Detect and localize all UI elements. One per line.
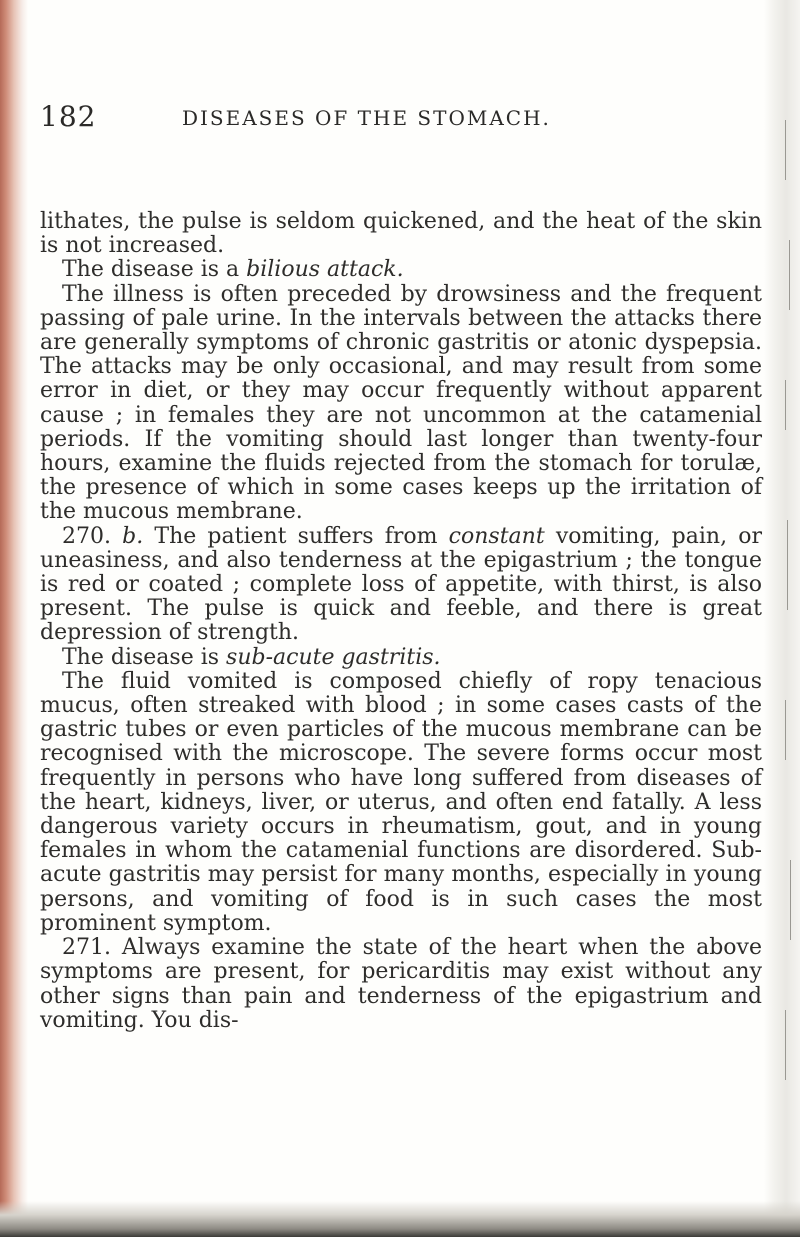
paragraph: [40, 670, 762, 936]
text-run: The patient suffers from: [143, 523, 449, 549]
text-run: lithates, the pulse is seldom quickened, and the heat of the skin is not increased.: [40, 209, 762, 259]
text-run: The disease is: [62, 644, 227, 670]
paragraph: [40, 210, 762, 258]
text-run: 270.: [62, 523, 123, 549]
paragraph: [40, 258, 762, 282]
page-bottom-shadow: [0, 1201, 800, 1237]
text-run: The illness is often preceded by drowsiness and the frequent passing of pale urine. In the intervals between the attacks there are generally symptoms of chronic gastritis or atonic dyspepsia. The attacks may be only occasional, and may result from some error in diet, or they may occur frequently without apparent cause ; in females they are not uncommon at the catamenial periods. If the vomiting should last longer than twenty-four hours, examine the fluids rejected from the stomach for torulæ, the presence of which in some cases keeps up the irritation of the mucous membrane.: [40, 281, 762, 525]
italic-text: sub-acute gastritis.: [226, 644, 441, 670]
paragraph: [40, 525, 762, 646]
paragraph: [40, 283, 762, 525]
italic-text: constant: [448, 523, 545, 549]
edge-line: [785, 1010, 786, 1080]
running-head: DISEASES OF THE STOMACH.: [182, 106, 551, 130]
paragraph: [40, 936, 762, 1033]
text-run: 271. Always examine the state of the heart when the above symptoms are present, for pericarditis may exist without any other signs than pain and tenderness of the epigastrium and vomiting. You dis-: [40, 935, 762, 1033]
edge-line: [787, 520, 788, 610]
italic-text: b.: [122, 523, 144, 549]
edge-line: [790, 860, 791, 940]
edge-line: [785, 700, 786, 760]
text-run: The fluid vomited is composed chiefly of ropy tenacious mucus, often streaked with blood ; in some cases casts of the gastric tubes or even particles of the mucous membrane can be recognised with the microscope. The severe forms occur most frequently in persons who have long suffered from diseases of the heart, kidneys, liver, or uterus, and often end fatally. A less dangerous variety occurs in rheumatism, gout, and in young females in whom the catamenial functions are disordered. Sub-acute gastritis may persist for many months, especially in young persons, and vomiting of food is in such cases the most prominent symptom.: [40, 668, 762, 936]
italic-text: bilious attack.: [246, 257, 404, 283]
page-binding-edge: [0, 0, 28, 1237]
text-run: vomiting, pain, or uneasiness, and also tenderness at the epigastrium ; the tongue is red or coated ; complete loss of appetite, with thirst, is also present. The pulse is quick and feeble, and there is great depression of strength.: [40, 523, 762, 646]
page-number: 182: [40, 100, 97, 133]
edge-line: [785, 380, 786, 430]
edge-line: [785, 120, 786, 180]
text-run: The disease is a: [62, 257, 247, 283]
page-header: [40, 100, 762, 140]
body-text: [40, 210, 762, 1033]
edge-line: [789, 240, 790, 310]
page-right-edge: [764, 0, 800, 1237]
paragraph: [40, 646, 762, 670]
